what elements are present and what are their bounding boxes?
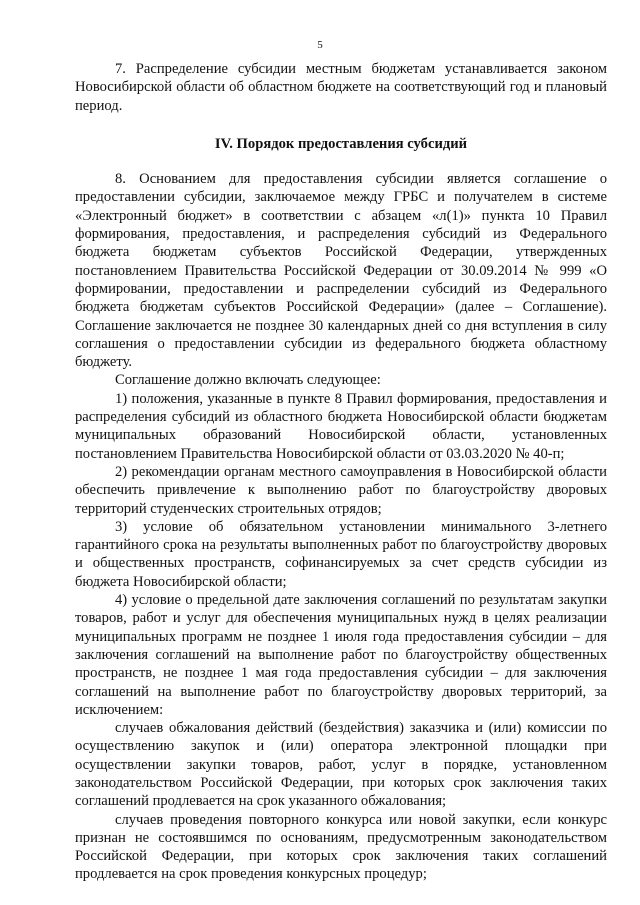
document-body xyxy=(75,60,607,884)
paragraph-7: 7. Распределение субсидии местным бюджетам устанавливается законом Новосибирской области об областном бюджете на соответствующий год и плановый период. xyxy=(75,61,607,114)
paragraph-exception-retender: случаев проведения повторного конкурса или новой закупки, если конкурс признан не состоявшимся по основаниям, предусмотренным законодательством Российской Федерации, при которых срок заключения таких соглашений продлевается на срок проведения конкурсных процедур; xyxy=(75,811,607,883)
paragraph-exception-appeal: случаев обжалования действий (бездействия) заказчика и (или) комиссии по осуществлению закупок и (или) оператора электронной площадки при осуществлении закупки товаров, работ, услуг в порядке, установленном законодательством Российской Федерации, при которых срок заключения таких соглашений продлевается на срок указанного обжалования; xyxy=(75,720,607,810)
paragraph-item-3: 3) условие об обязательном установлении минимального 3-летнего гарантийного срока на результаты выполненных работ по благоустройству дворовых и общественных пространств, софинансируемых за счет средств субсидии из бюджета Новосибирской области; xyxy=(75,518,607,590)
paragraph-agreement-intro: Соглашение должно включать следующее: xyxy=(115,372,381,389)
paragraph-item-1: 1) положения, указанные в пункте 8 Правил формирования, предоставления и распределения субсидий из областного бюджета Новосибирской области бюджетам муниципальных образований Новосибирской области, установленных постановлением Правительства Новосибирской области от 03.03.2020 № 40-п; xyxy=(75,390,607,462)
paragraph-8: 8. Основанием для предоставления субсидии является соглашение о предоставлении субсидии, заключаемое между ГРБС и получателем в системе «Электронный бюджет» в соответствии с абзацем «л(1)» пункта 10 Правил формирования, предоставления, и распределения субсидий из Федерального бюджета бюджетам субъектов Российской Федерации, утвержденных постановлением Правительства Российской Федерации от 30.09.2014 № 999 «О формировании, предоставлении и распределении субсидий из Федерального бюджета бюджетам субъектов Российской Федерации» (далее – Соглашение). Соглашение заключается не позднее 30 календарных дней со дня вступления в силу соглашения о предоставлении субсидии из федерального бюджета областному бюджету. xyxy=(75,171,607,371)
spacer xyxy=(75,115,607,135)
paragraph-item-2: 2) рекомендации органам местного самоуправления в Новосибирской области обеспечить привлечение к выполнению работ по благоустройству дворовых территорий студенческих строительных отрядов; xyxy=(75,463,607,517)
paragraph-item-4: 4) условие о предельной дате заключения соглашений по результатам закупки товаров, работ и услуг для обеспечения муниципальных нужд в целях реализации муниципальных программ не позднее 1 июля года предоставления субсидии – для заключения соглашений на выполнение работ по благоустройству общественных пространств, не позднее 1 мая года предоставления субсидии – для заключения соглашений на выполнение работ по благоустройству дворовых территорий, за исключением: xyxy=(75,592,607,718)
page-number: 5 xyxy=(317,39,323,51)
section-heading: IV. Порядок предоставления субсидий xyxy=(214,135,468,152)
spacer xyxy=(75,153,607,170)
